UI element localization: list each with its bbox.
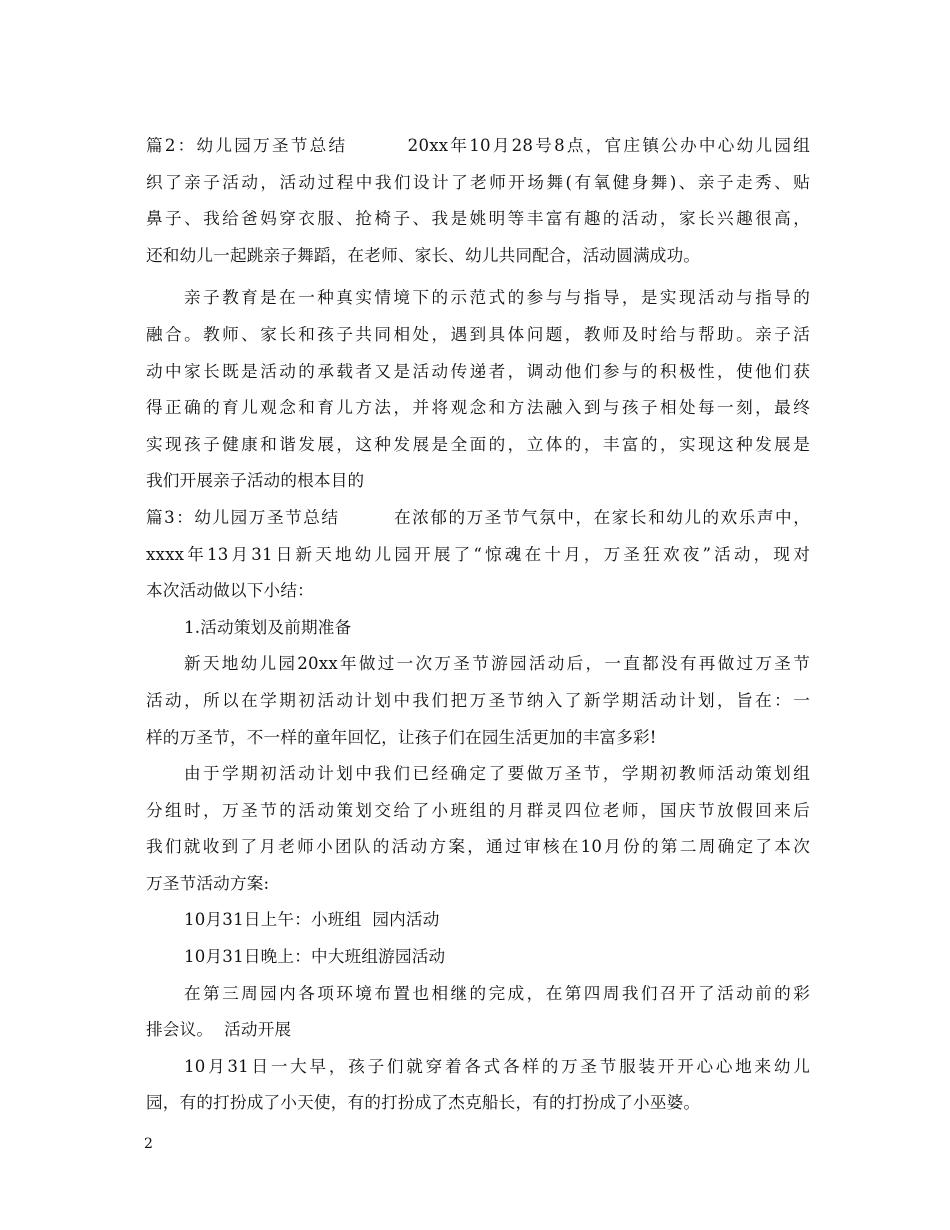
paragraph-line: 我们就收到了月老师小团队的活动方案，通过审核在10月份的第二周确定了本次 xyxy=(146,837,810,857)
schedule-item: 10月31日晚上：中大班组游园活动 xyxy=(184,947,446,967)
page-number: 2 xyxy=(144,1136,153,1152)
paragraph-line: 篇3：幼儿园万圣节总结 在浓郁的万圣节气氛中，在家长和幼儿的欢乐声中， xyxy=(146,507,810,527)
paragraph-line: 分组时，万圣节的活动策划交给了小班组的月群灵四位老师，国庆节放假回来后 xyxy=(146,800,810,820)
schedule-item: 10月31日上午：小班组 园内活动 xyxy=(184,910,440,930)
paragraph-line: 织了亲子活动，活动过程中我们设计了老师开场舞(有氧健身舞)、亲子走秀、贴 xyxy=(146,172,810,192)
paragraph-line: 新天地幼儿园20xx年做过一次万圣节游园活动后，一直都没有再做过万圣节 xyxy=(184,654,810,674)
paragraph-line: 动中家长既是活动的承载者又是活动传递者，调动他们参与的积极性，使他们获 xyxy=(146,361,810,381)
section-heading: 1.活动策划及前期准备 xyxy=(184,617,352,637)
paragraph-line: 我们开展亲子活动的根本目的 xyxy=(146,471,365,491)
paragraph-line: 亲子教育是在一种真实情境下的示范式的参与与指导，是实现活动与指导的 xyxy=(184,288,810,308)
paragraph-line: 活动，所以在学期初活动计划中我们把万圣节纳入了新学期活动计划，旨在：一 xyxy=(146,690,810,710)
paragraph-line: 还和幼儿一起跳亲子舞蹈，在老师、家长、幼儿共同配合，活动圆满成功。 xyxy=(146,245,701,265)
paragraph-line: 10月31日一大早，孩子们就穿着各式各样的万圣节服装开开心心地来幼儿 xyxy=(184,1056,810,1076)
paragraph-line: 园，有的打扮成了小天使，有的打扮成了杰克船长，有的打扮成了小巫婆。 xyxy=(146,1093,701,1113)
paragraph-line: 由于学期初活动计划中我们已经确定了要做万圣节，学期初教师活动策划组 xyxy=(184,764,810,784)
paragraph-line: 得正确的育儿观念和育儿方法，并将观念和方法融入到与孩子相处每一刻，最终 xyxy=(146,398,810,418)
paragraph-line: 样的万圣节，不一样的童年回忆，让孩子们在园生活更加的丰富多彩! xyxy=(146,727,657,747)
paragraph-line: 本次活动做以下小结： xyxy=(146,581,314,601)
paragraph-line: 篇2：幼儿园万圣节总结 20xx年10月28号8点，官庄镇公办中心幼儿园组 xyxy=(146,136,810,155)
paragraph-line: xxxx年13月31日新天地幼儿园开展了“惊魂在十月，万圣狂欢夜”活动，现对 xyxy=(146,544,810,564)
paragraph-line: 融合。教师、家长和孩子共同相处，遇到具体问题，教师及时给与帮助。亲子活 xyxy=(146,324,810,344)
document-body xyxy=(146,128,810,1122)
paragraph-line: 实现孩子健康和谐发展，这种发展是全面的，立体的，丰富的，实现这种发展是 xyxy=(146,434,810,454)
paragraph-line: 鼻子、我给爸妈穿衣服、抢椅子、我是姚明等丰富有趣的活动，家长兴趣很高， xyxy=(146,209,810,229)
paragraph-line: 万圣节活动方案: xyxy=(146,873,270,893)
paragraph-line: 在第三周园内各项环境布置也相继的完成，在第四周我们召开了活动前的彩 xyxy=(184,983,810,1003)
paragraph-line: 排会议。 活动开展 xyxy=(146,1020,292,1040)
